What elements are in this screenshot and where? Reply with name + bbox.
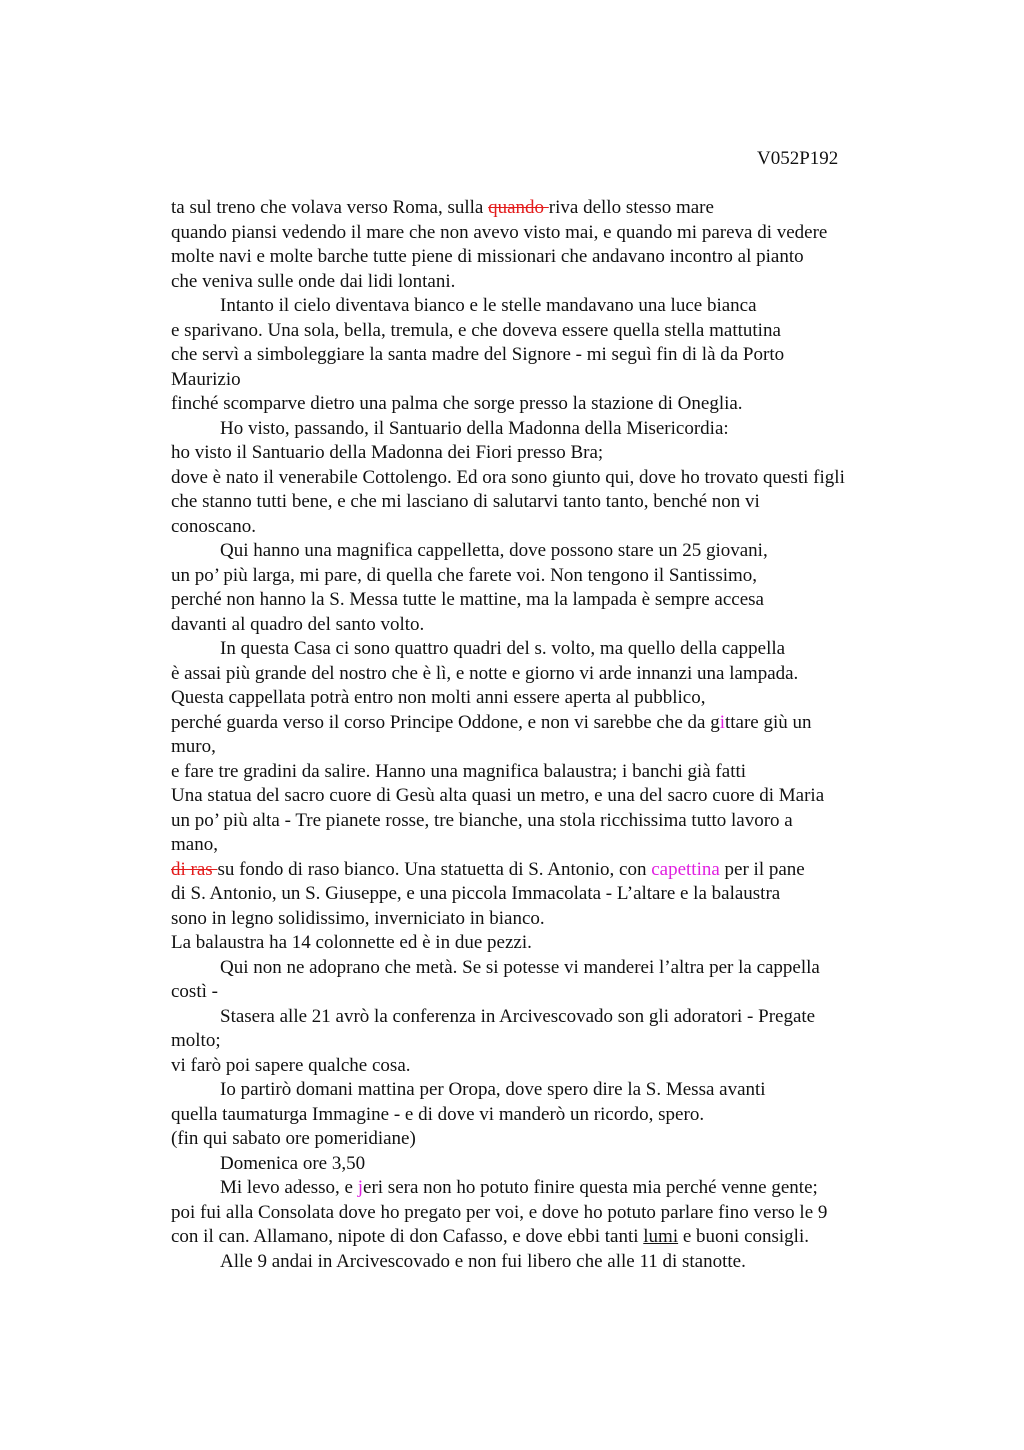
- text-line: [171, 441, 931, 466]
- text-segment: La balaustra ha 14 colonnette ed è in due pezzi.: [171, 932, 532, 953]
- text-line: [171, 417, 931, 442]
- text-segment: dove è nato il venerabile Cottolengo. Ed ora sono giunto qui, dove ho trovato questi figli: [171, 466, 845, 488]
- text-segment: riva dello stesso mare: [548, 197, 714, 218]
- text-segment: e fare tre gradini da salire. Hanno una magnifica balaustra; i banchi già fatti: [171, 760, 747, 782]
- text-line: [171, 956, 931, 981]
- text-segment: che servì a simboleggiare la santa madre del Signore - mi seguì fin di là da Porto: [171, 344, 785, 365]
- text-segment: Domenica ore 3,50: [220, 1152, 366, 1174]
- text-segment: In questa Casa ci sono quattro quadri del s. volto, ma quello della cappella: [220, 638, 786, 659]
- text-segment: poi fui alla Consolata dove ho pregato per voi, e dove ho potuto parlare fino verso le 9: [171, 1201, 828, 1223]
- text-segment: quando piansi vedendo il mare che non avevo visto mai, e quando mi pareva di vedere: [171, 221, 828, 243]
- text-line: [171, 270, 931, 295]
- text-segment: Alle 9 andai in Arcivescovado e non fui libero che alle 11 di stanotte.: [220, 1250, 746, 1272]
- text-line: [171, 368, 931, 393]
- text-line: [171, 1103, 931, 1128]
- page-identifier: V052P192: [757, 148, 839, 169]
- text-line: [171, 613, 931, 638]
- text-line: [171, 980, 931, 1005]
- text-segment: per il pane: [719, 858, 805, 880]
- text-segment: Maurizio: [171, 368, 241, 390]
- text-segment: e sparivano. Una sola, bella, tremula, e che doveva essere quella stella mattutina: [171, 319, 781, 341]
- text-line: [171, 637, 931, 662]
- text-segment: conoscano.: [171, 515, 256, 537]
- text-line: [171, 784, 931, 809]
- text-line: [171, 319, 931, 344]
- text-segment: Stasera alle 21 avrò la conferenza in Arcivescovado son gli adoratori - Pregate: [220, 1005, 816, 1027]
- text-line: [171, 196, 931, 221]
- text-line: [171, 760, 931, 785]
- text-segment: Una statua del sacro cuore di Gesù alta quasi un metro, e una del sacro cuore di Maria: [171, 785, 825, 806]
- text-line: [171, 735, 931, 760]
- text-line: [171, 686, 931, 711]
- text-segment: perché non hanno la S. Messa tutte le mattine, ma la lampada è sempre accesa: [171, 589, 764, 610]
- text-segment: ta sul treno che volava verso Roma, sulla: [171, 197, 489, 218]
- text-segment: ttare giù un: [724, 711, 812, 733]
- text-segment: che stanno tutti bene, e che mi lasciano di salutarvi tanto tanto, benché non vi: [171, 491, 760, 512]
- text-segment: davanti al quadro del santo volto.: [171, 613, 425, 635]
- text-segment: Questa cappellata potrà entro non molti anni essere aperta al pubblico,: [171, 687, 706, 708]
- text-segment: Io partirò domani mattina per Oropa, dove spero dire la S. Messa avanti: [220, 1079, 766, 1100]
- text-line: [171, 343, 931, 368]
- text-segment: con il can. Allamano, nipote di don Cafasso, e dove ebbi tanti: [171, 1226, 644, 1247]
- text-segment: molte navi e molte barche tutte piene di missionari che andavano incontro al pianto: [171, 246, 804, 267]
- text-line: [171, 711, 931, 736]
- text-segment: è assai più grande del nostro che è lì, e notte e giorno vi arde innanzi una lampada.: [171, 662, 799, 684]
- underlined-text: lumi: [643, 1226, 679, 1247]
- text-segment: su fondo di raso bianco. Una statuetta di S. Antonio, con: [217, 858, 652, 880]
- text-line: [171, 858, 931, 883]
- text-segment: un po’ più alta - Tre pianete rosse, tre bianche, una stola ricchissima tutto lavoro a: [171, 809, 793, 831]
- text-segment: e buoni consigli.: [678, 1226, 809, 1247]
- text-line: [171, 1250, 931, 1275]
- text-line: [171, 1005, 931, 1030]
- text-segment: finché scomparve dietro una palma che sorge presso la stazione di Oneglia.: [171, 393, 743, 414]
- text-segment: mano,: [171, 834, 218, 855]
- inserted-text: capettina: [651, 858, 720, 880]
- text-segment: Mi levo adesso, e: [220, 1177, 358, 1198]
- text-line: [171, 1054, 931, 1079]
- text-line: [171, 392, 931, 417]
- text-line: [171, 490, 931, 515]
- text-segment: che veniva sulle onde dai lidi lontani.: [171, 270, 456, 292]
- text-line: [171, 1078, 931, 1103]
- text-segment: muro,: [171, 736, 216, 757]
- text-segment: molto;: [171, 1030, 221, 1051]
- text-line: [171, 588, 931, 613]
- text-segment: perché guarda verso il corso Principe Oddone, e non vi sarebbe che da g: [171, 711, 720, 733]
- text-segment: Qui hanno una magnifica cappelletta, dove possono stare un 25 giovani,: [220, 540, 768, 561]
- text-line: [171, 662, 931, 687]
- text-segment: ho visto il Santuario della Madonna dei Fiori presso Bra;: [171, 442, 604, 463]
- text-segment: vi farò poi sapere qualche cosa.: [171, 1054, 411, 1076]
- text-line: [171, 1152, 931, 1177]
- text-line: [171, 1225, 931, 1250]
- text-segment: Intanto il cielo diventava bianco e le stelle mandavano una luce bianca: [220, 295, 757, 316]
- text-line: [171, 882, 931, 907]
- text-line: [171, 1176, 931, 1201]
- text-line: [171, 294, 931, 319]
- text-line: [171, 931, 931, 956]
- text-segment: quella taumaturga Immagine - e di dove vi manderò un ricordo, spero.: [171, 1103, 705, 1125]
- text-line: [171, 1201, 931, 1226]
- text-segment: (fin qui sabato ore pomeridiane): [171, 1128, 416, 1149]
- text-line: [171, 466, 931, 491]
- inserted-text: j: [357, 1177, 364, 1198]
- text-line: [171, 833, 931, 858]
- letter-body: [171, 196, 931, 1274]
- deleted-text: di ras: [171, 858, 218, 880]
- text-line: [171, 564, 931, 589]
- text-segment: Ho visto, passando, il Santuario della Madonna della Misericordia:: [220, 417, 729, 439]
- text-line: [171, 1029, 931, 1054]
- text-line: [171, 809, 931, 834]
- text-line: [171, 539, 931, 564]
- text-line: [171, 515, 931, 540]
- text-segment: costì -: [171, 981, 218, 1002]
- text-segment: di S. Antonio, un S. Giuseppe, e una piccola Immacolata - L’altare e la balaustra: [171, 883, 781, 904]
- deleted-text: quando: [488, 197, 549, 218]
- text-segment: eri sera non ho potuto finire questa mia perché venne gente;: [363, 1177, 818, 1198]
- text-line: [171, 221, 931, 246]
- inserted-text: i: [719, 711, 725, 733]
- text-segment: Qui non ne adoprano che metà. Se si potesse vi manderei l’altra per la cappella: [220, 956, 820, 978]
- text-line: [171, 245, 931, 270]
- text-line: [171, 907, 931, 932]
- text-line: [171, 1127, 931, 1152]
- text-segment: un po’ più larga, mi pare, di quella che farete voi. Non tengono il Santissimo,: [171, 564, 758, 586]
- text-segment: sono in legno solidissimo, inverniciato in bianco.: [171, 907, 545, 929]
